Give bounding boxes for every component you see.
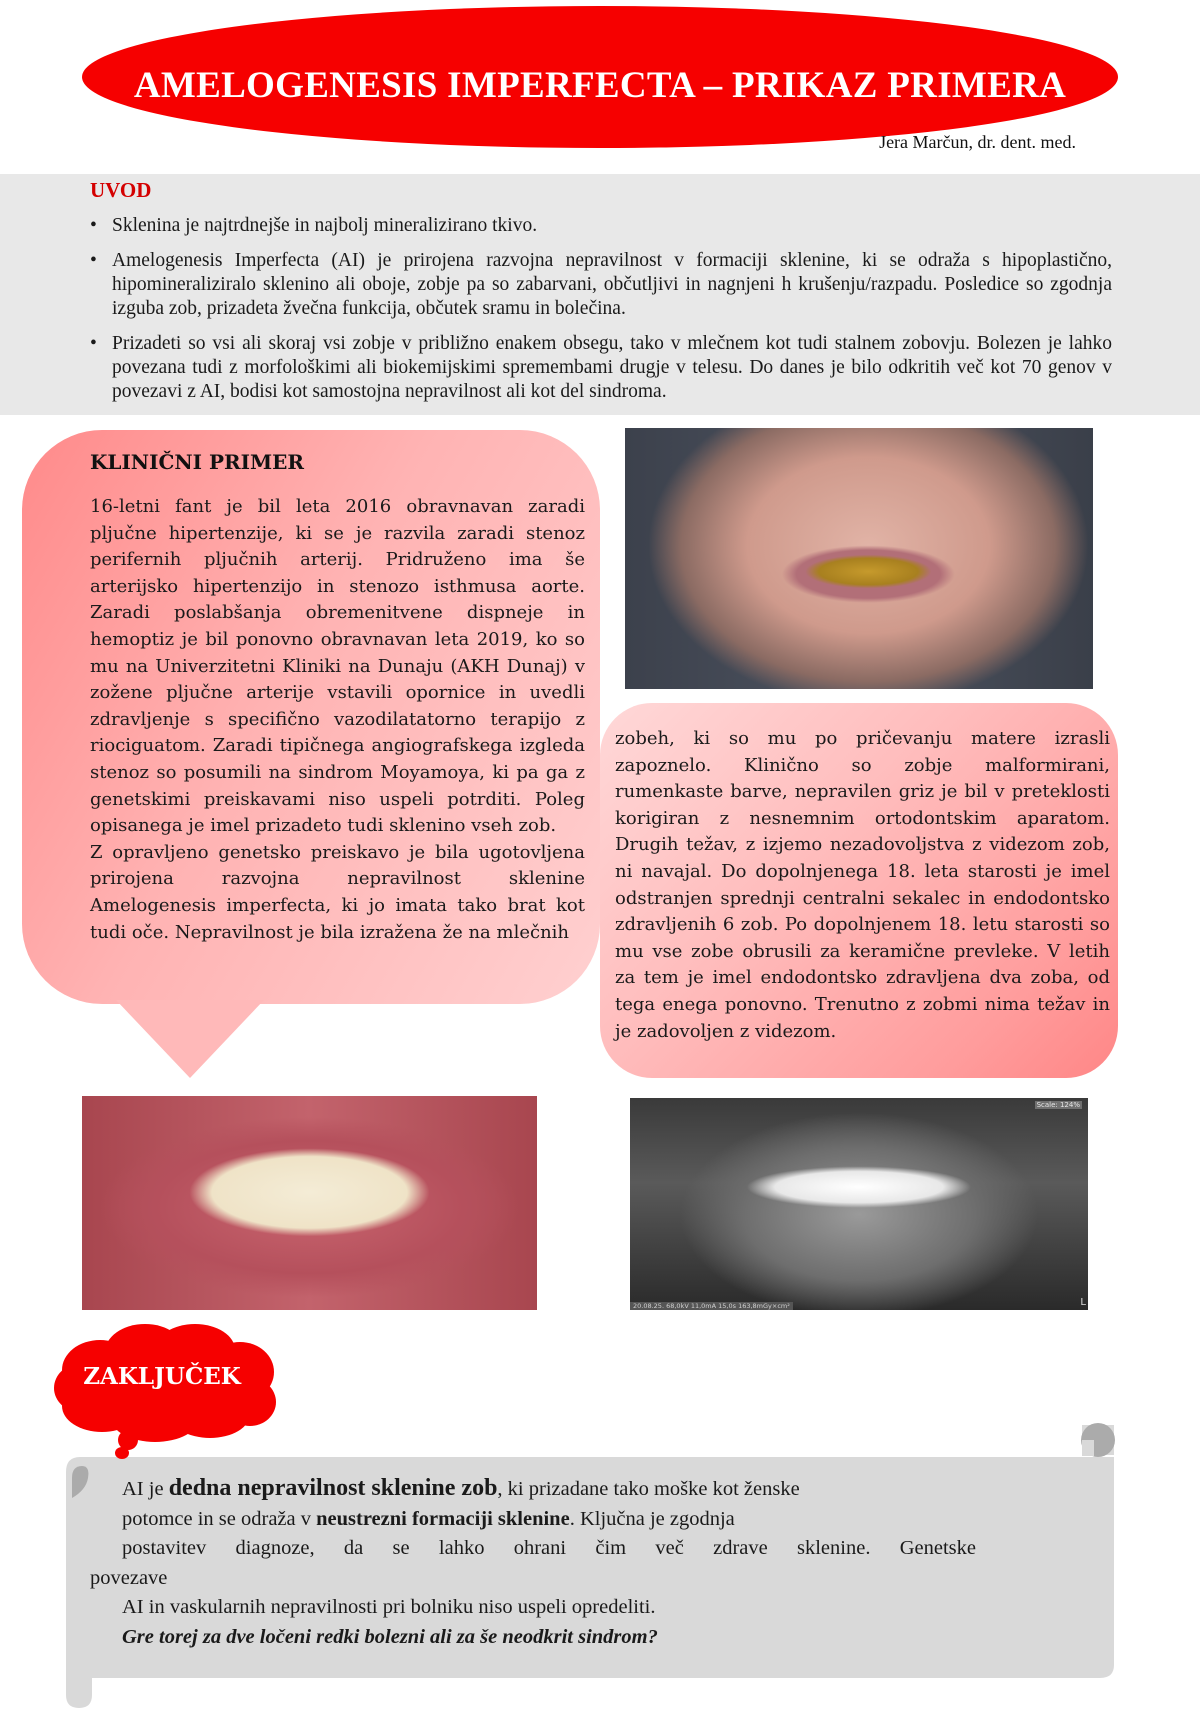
conclusion-line [90,1474,976,1505]
intraoral-photo [82,1096,537,1310]
intro-heading: UVOD [90,178,152,202]
conclusion-question: Gre torej za dve ločeni redki bolezni ali za še neodkrit sindrom? [122,1625,658,1648]
conclusion-text-fragment: AI je [122,1478,169,1500]
bullet-icon: • [90,333,97,354]
author-byline: Jera Marčun, dr. dent. med. [879,132,1076,152]
conclusion-text-fragment: , ki prizadane tako moške kot ženske [497,1478,800,1500]
patient-face-photo [625,428,1093,689]
intro-bullet-text: Sklenina je najtrdnejše in najbolj mineralizirano tkivo. [112,215,538,236]
panoramic-xray-image [630,1098,1088,1310]
conclusion-body [90,1474,976,1652]
conclusion-text-fragment: . Ključna je zgodnja [569,1507,735,1530]
intro-bullet-item [90,332,1112,404]
conclusion-text-fragment: potomce in se odraža v [122,1507,317,1530]
intro-bullet-list [90,214,1112,415]
page-title: AMELOGENESIS IMPERFECTA – PRIKAZ PRIMERA [133,65,1067,106]
conclusion-cloud-shape [50,1322,278,1460]
clinical-case-continuation-text: zobeh, ki so mu po pričevanju matere izrasli zapoznelo. Klinično so zobje malformirani, rumenkaste barve, nepravilen griz je bil v preteklosti korigiran z nesnemnim ortodontskim aparatom. Drugih težav, z izjemo nezadovoljstva z videzom zob, ni navajal. Do dopolnjenega 18. leta starosti je imel odstranjen sprednji centralni sekalec in endodontsko zdravljenih 6 zob. Po dopolnjenem 18. letu starosti so mu vse zobe obrusili za keramične prevleke. V letih za tem je imel endodontsko zdravljena dva zoba, od tega enega ponovno. Trenutno z zobmi nima težav in je zadovoljen z videzom. [615,728,1110,1042]
intro-bullet-text: Prizadeti so vsi ali skoraj vsi zobje v približno enakem obsegu, tako v mlečnem kot tudi stalnem zobovju. Bolezen je lahko povezana tudi z morfološkimi ali biokemijskimi spremembami drugje v telesu. Do danes je bilo odkritih več kot 70 genov v povezavi z AI, bodisi kot samostojna nepravilnost ali kot del sindroma. [112,333,1112,402]
conclusion-emphasis: neustrezni formaciji sklenine [316,1507,570,1530]
conclusion-line [90,1505,976,1535]
intro-bullet-item [90,214,1112,238]
conclusion-line: postavitev diagnoze, da se lahko ohrani čim več zdrave sklenine. Genetske [122,1537,976,1559]
conclusion-line: AI in vaskularnih nepravilnosti pri bolniku niso uspeli opredeliti. [122,1596,656,1618]
clinical-case-paragraph: 16-letni fant je bil leta 2016 obravnavan zaradi pljučne hipertenzije, ki se je razvila zaradi stenoz perifernih pljučnih arterij. Pridruženo ima še arterijsko hipertenzijo in stenozo isthmusa aorte. Zaradi poslabšanja obremenitvene dispneje in hemoptiz je bil ponovno obravnavan leta 2019, ko so mu na Univerzitetni Kliniki na Dunaju (AKH Dunaj) v zožene pljučne arterije vstavili opornice in uvedli zdravljenje s specifično vazodilatatorno terapijo z riociguatom. Zaradi tipičnega angiografskega izgleda stenoz so posumili na sindrom Moyamoya, ki pa ga z genetskimi preiskavami niso uspeli potrditi. Poleg opisanega je imel prizadeto tudi sklenino vseh zob. [90,496,585,837]
intro-bullet-text: Amelogenesis Imperfecta (AI) je prirojena razvojna nepravilnost v formaciji sklenine, ki se odraža s hipoplastično, hipomineraliziralo sklenino ali oboje, zobje pa so zabarvani, občutljivi in nagnjeni h krušenju/razpadu. Posledice so zgodnja izguba zob, prizadeta žvečna funkcija, občutek sramu in bolečina. [112,250,1112,319]
xray-scale-label: Scale: 124% [1036,1101,1080,1109]
bullet-icon: • [90,250,97,271]
conclusion-heading: ZAKLJUČEK [83,1363,241,1390]
intro-bullet-item [90,249,1112,321]
clinical-case-body [90,494,585,946]
speech-bubble-tail [116,1000,264,1078]
bullet-icon: • [90,215,97,236]
xray-side-marker: L [1080,1297,1086,1308]
clinical-case-heading: KLINIČNI PRIMER [90,450,304,474]
clinical-case-paragraph: Z opravljeno genetsko preiskavo je bila ugotovljena prirojena razvojna nepravilnost sklenine Amelogenesis imperfecta, ki jo imata tako brat kot tudi oče. Nepravilnost je bila izražena že na mlečnih [90,841,585,943]
conclusion-line: povezave [90,1566,168,1589]
conclusion-emphasis: dedna nepravilnost sklenine zob [168,1475,498,1501]
xray-parameters-label: 20.08.25. 68,0kV 11,0mA 15,0s 163,8mGy×cm² [630,1302,793,1310]
